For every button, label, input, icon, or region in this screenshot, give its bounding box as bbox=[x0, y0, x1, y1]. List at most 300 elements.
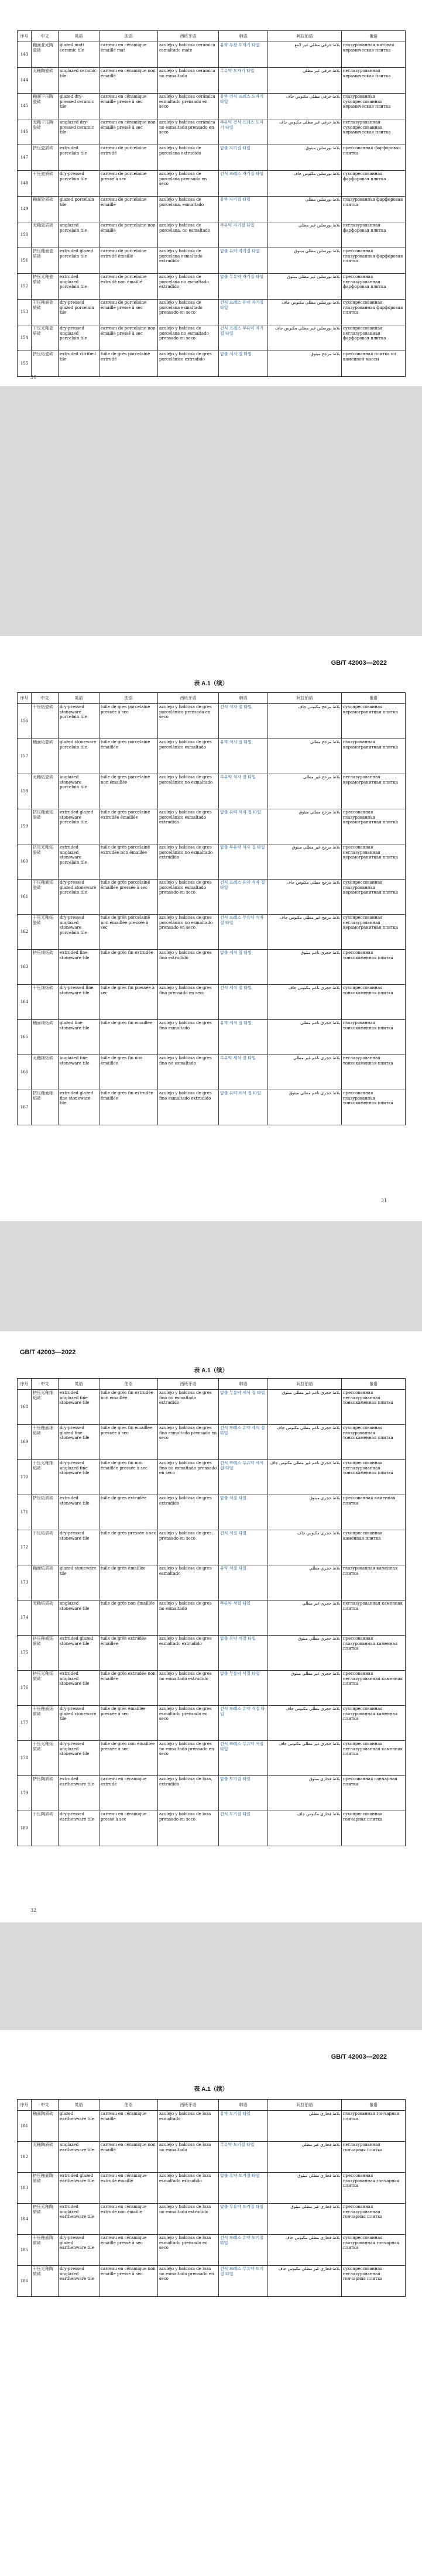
cell-russian: прессованная неглазурованная тонкокаменная плитка bbox=[342, 1390, 406, 1425]
cell-korean: 유약 세석 질 타일 bbox=[219, 1020, 268, 1055]
cell-korean: 건식 세석 질 타일 bbox=[219, 985, 268, 1020]
table-row bbox=[18, 94, 406, 119]
cell-seq: 152 bbox=[18, 274, 32, 300]
table-row bbox=[18, 985, 406, 1020]
cell-arabic: بلاط مزجج مطلي مكبوس جاف bbox=[268, 880, 342, 915]
cell-spanish: azulejo y baldosa de gres extrudido bbox=[158, 1495, 219, 1530]
cell-seq: 148 bbox=[18, 171, 32, 197]
table-row bbox=[18, 1636, 406, 1671]
header-korean: 韩语 bbox=[219, 2100, 268, 2111]
cell-arabic: بلاط بورسلين مبثوق bbox=[268, 145, 342, 171]
cell-chinese: 干压无釉炻瓷砖 bbox=[32, 915, 59, 950]
cell-seq: 159 bbox=[18, 809, 32, 844]
cell-arabic: بلاط مزجج مكبوس جاف bbox=[268, 704, 342, 739]
cell-english: extruded glazed fine stoneware tile bbox=[59, 1090, 100, 1125]
header-russian: 俄语 bbox=[342, 31, 406, 42]
cell-french: tuile de grès porcelainé émaillée bbox=[100, 739, 158, 774]
cell-french: carreau de porcelaine extrudé bbox=[100, 145, 158, 171]
cell-chinese: 釉面陶质砖 bbox=[32, 2111, 59, 2142]
cell-chinese: 挤压炻瓷砖 bbox=[32, 351, 59, 377]
cell-arabic: بلاط خزفي غير مطلي bbox=[268, 68, 342, 94]
cell-arabic: بلاط مزجج غير مطلي bbox=[268, 774, 342, 809]
cell-english: dry-pressed unglazed porcelain tile bbox=[59, 325, 100, 351]
header-english: 英语 bbox=[59, 2100, 100, 2111]
cell-seq: 184 bbox=[18, 2204, 32, 2235]
cell-seq: 155 bbox=[18, 351, 32, 377]
cell-korean: 건식 프레스 자기질 타일 bbox=[219, 171, 268, 197]
cell-chinese: 干压无釉陶质砖 bbox=[32, 2266, 59, 2297]
cell-korean: 유약 석질 타일 bbox=[219, 1565, 268, 1600]
cell-korean: 건식 석질 타일 bbox=[219, 1530, 268, 1565]
cell-arabic: بلاط فخاري مبثوق bbox=[268, 1776, 342, 1811]
cell-arabic: بلاط حجري مطلي bbox=[268, 1565, 342, 1600]
header-french: 法语 bbox=[100, 1379, 158, 1390]
cell-french: tuile de grès émaillée bbox=[100, 1565, 158, 1600]
table-row bbox=[18, 1776, 406, 1811]
cell-seq: 149 bbox=[18, 197, 32, 222]
cell-russian: сухопрессованная глазурованная керамогранитная плитка bbox=[342, 880, 406, 915]
cell-english: dry-pressed stoneware tile bbox=[59, 1530, 100, 1565]
cell-seq: 157 bbox=[18, 739, 32, 774]
cell-french: carreau en céramique émaillé bbox=[100, 2111, 158, 2142]
cell-french: carreau de porcelaine pressé à sec bbox=[100, 171, 158, 197]
cell-korean: 압출 무유약 석자 질 타일 bbox=[219, 844, 268, 880]
cell-chinese: 釉面瓷质砖 bbox=[32, 197, 59, 222]
cell-korean: 유약 무광 도자기 타일 bbox=[219, 42, 268, 68]
table-row bbox=[18, 950, 406, 985]
cell-spanish: azulejo y baldosa de loza, extrudido bbox=[158, 1776, 219, 1811]
header-seq: 序号 bbox=[18, 2100, 32, 2111]
header-spanish: 西班牙语 bbox=[158, 2100, 219, 2111]
cell-seq: 151 bbox=[18, 248, 32, 274]
table-title: 表 A.1（续） bbox=[194, 1368, 228, 1374]
cell-french: carreau en céramique extrudé bbox=[100, 1776, 158, 1811]
cell-korean: 무유약 세석 질 타일 bbox=[219, 1055, 268, 1090]
cell-french: tuile de grès émaillée pressée à sec bbox=[100, 1706, 158, 1741]
cell-russian: прессованная тонкокаменная плитка bbox=[342, 950, 406, 985]
cell-spanish: azulejo y baldosa de gres porcelánico no esmaltado bbox=[158, 774, 219, 809]
cell-seq: 176 bbox=[18, 1671, 32, 1706]
cell-arabic: بلاط حجري ناعم مطلي bbox=[268, 1020, 342, 1055]
page bbox=[0, 0, 422, 386]
cell-korean: 무유약 석자 질 타일 bbox=[219, 774, 268, 809]
cell-korean: 압출 석자 질 타일 bbox=[219, 351, 268, 377]
cell-chinese: 无釉干压陶瓷砖 bbox=[32, 119, 59, 145]
cell-spanish: azulejo y baldosa de gres no esmaltado bbox=[158, 1600, 219, 1636]
cell-french: carreau en céramique émaillé pressé à sec bbox=[100, 94, 158, 119]
cell-english: glazed earthenware tile bbox=[59, 2111, 100, 2142]
cell-russian: прессованная глазурованная керамогранитная плитка bbox=[342, 809, 406, 844]
cell-seq: 169 bbox=[18, 1425, 32, 1460]
cell-russian: прессованная неглазурованная керамогранитная плитка bbox=[342, 844, 406, 880]
cell-spanish: azulejo y baldosa de porcelana esmaltado extrudido bbox=[158, 248, 219, 274]
cell-russian: глазурованная керамогранитная плитка bbox=[342, 739, 406, 774]
table-row bbox=[18, 197, 406, 222]
cell-russian: сухопрессованная глазурованная фарфоровая плитка bbox=[342, 300, 406, 325]
cell-french: carreau en céramique extrudé émaillé bbox=[100, 2173, 158, 2204]
cell-russian: сухопрессованная керамогранитная плитка bbox=[342, 704, 406, 739]
standard-code: GB/T 42003—2022 bbox=[331, 2053, 387, 2060]
cell-seq: 150 bbox=[18, 222, 32, 248]
cell-russian: сухопрессованная гончарная плитка bbox=[342, 1811, 406, 1846]
cell-seq: 172 bbox=[18, 1530, 32, 1565]
standard-code: GB/T 42003—2022 bbox=[20, 1349, 76, 1356]
cell-spanish: azulejo y baldosa de gres esmaltado extrudido bbox=[158, 1636, 219, 1671]
cell-arabic: بلاط فخاري مطلي مكبوس جاف bbox=[268, 2235, 342, 2266]
table-row bbox=[18, 119, 406, 145]
cell-english: extruded unglazed earthenware tile bbox=[59, 2204, 100, 2235]
cell-english: extruded vitrified tile bbox=[59, 351, 100, 377]
cell-english: extruded unglazed porcelain tile bbox=[59, 274, 100, 300]
cell-english: dry-pressed stoneware porcelain tile bbox=[59, 704, 100, 739]
header-chinese: 中文 bbox=[32, 31, 59, 42]
cell-french: tuile de grès fin extrudée non émaillée bbox=[100, 1390, 158, 1425]
cell-russian: неглазурованная керамическая плитка bbox=[342, 68, 406, 94]
cell-english: glazed stoneware porcelain tile bbox=[59, 739, 100, 774]
cell-french: tuile de grès extrudée non émaillée bbox=[100, 1671, 158, 1706]
cell-seq: 146 bbox=[18, 119, 32, 145]
cell-chinese: 挤压釉面细炻砖 bbox=[32, 1090, 59, 1125]
cell-russian: прессованная глазурованная каменная плитка bbox=[342, 1636, 406, 1671]
cell-spanish: azulejo y baldosa de porcelana prensado en seco bbox=[158, 171, 219, 197]
table-row bbox=[18, 1390, 406, 1425]
cell-french: tuile de grès porcelainé extrudé bbox=[100, 351, 158, 377]
cell-korean: 건식 도기질 타일 bbox=[219, 1811, 268, 1846]
cell-seq: 165 bbox=[18, 1020, 32, 1055]
cell-french: tuile de grès non émaillée pressée à sec bbox=[100, 1741, 158, 1776]
header-seq: 序号 bbox=[18, 1379, 32, 1390]
cell-seq: 182 bbox=[18, 2142, 32, 2173]
cell-french: tuile de grès fin non émaillée bbox=[100, 1055, 158, 1090]
cell-french: tuile de grès fin extrudée bbox=[100, 950, 158, 985]
cell-chinese: 无釉炻瓷砖 bbox=[32, 774, 59, 809]
header-seq: 序号 bbox=[18, 693, 32, 704]
cell-arabic: بلاط حجري مطلي مبثوق bbox=[268, 1636, 342, 1671]
cell-english: dry-pressed earthenware tile bbox=[59, 1811, 100, 1846]
cell-chinese: 无釉陶瓷砖 bbox=[32, 68, 59, 94]
cell-korean: 유약 도기질 타일 bbox=[219, 2111, 268, 2142]
table-row bbox=[18, 1565, 406, 1600]
cell-french: carreau de porcelaine émaillé pressé à sec bbox=[100, 300, 158, 325]
cell-spanish: azulejo y baldosa de porcelana extrudido bbox=[158, 145, 219, 171]
cell-chinese: 无釉炻质砖 bbox=[32, 1600, 59, 1636]
cell-korean: 건식 프레스 유약 석질 타일 bbox=[219, 1706, 268, 1741]
cell-korean: 무유약 도자기 타일 bbox=[219, 68, 268, 94]
table-body bbox=[18, 2111, 406, 2297]
table-title: 表 A.1（续） bbox=[194, 2086, 228, 2093]
header-russian: 俄语 bbox=[342, 2100, 406, 2111]
cell-arabic: بلاط بورسلين غير مطلي مبثوق bbox=[268, 274, 342, 300]
cell-spanish: azulejo y baldosa de gres porcelánico esmaltado extrudido bbox=[158, 809, 219, 844]
cell-russian: сухопрессованная неглазурованная гончарная плитка bbox=[342, 2266, 406, 2297]
cell-arabic: بلاط بورسلين غير مطلي bbox=[268, 222, 342, 248]
cell-spanish: azulejo y baldosa de gres fino no esmaltado extrudido bbox=[158, 1390, 219, 1425]
cell-korean: 건식 프레스 유약 세석 질 타일 bbox=[219, 1425, 268, 1460]
cell-chinese: 干压炻瓷砖 bbox=[32, 704, 59, 739]
page bbox=[0, 2030, 422, 2576]
table-row bbox=[18, 739, 406, 774]
cell-arabic: بلاط خزفي مطلي مكبوس جاف bbox=[268, 94, 342, 119]
cell-arabic: بلاط خزفي مطلي غير لامع bbox=[268, 42, 342, 68]
cell-seq: 181 bbox=[18, 2111, 32, 2142]
cell-russian: прессованная фарфоровая плитка bbox=[342, 145, 406, 171]
cell-french: tuile de grès fin émaillée pressée à sec bbox=[100, 1425, 158, 1460]
cell-russian: глазурованная сухопрессованная керамическая плитка bbox=[342, 94, 406, 119]
cell-english: extruded glazed stoneware porcelain tile bbox=[59, 809, 100, 844]
cell-korean: 압출 유약 석질 타일 bbox=[219, 1636, 268, 1671]
cell-russian: сухопрессованная тонкокаменная плитка bbox=[342, 985, 406, 1020]
cell-english: glazed dry-pressed ceramic tile bbox=[59, 94, 100, 119]
cell-spanish: azulejo y baldosa de loza esmaltado bbox=[158, 2111, 219, 2142]
header-french: 法语 bbox=[100, 2100, 158, 2111]
cell-russian: неглазурованная каменная плитка bbox=[342, 1600, 406, 1636]
cell-seq: 154 bbox=[18, 325, 32, 351]
cell-spanish: azulejo y baldosa de loza no esmaltado prensado en seco bbox=[158, 2266, 219, 2297]
cell-korean: 무유약 자기질 타일 bbox=[219, 222, 268, 248]
cell-english: extruded glazed earthenware tile bbox=[59, 2173, 100, 2204]
cell-russian: неглазурованная сухопрессованная керамическая плитка bbox=[342, 119, 406, 145]
cell-french: tuile de grès extrudée émaillée bbox=[100, 1636, 158, 1671]
cell-arabic: بلاط حجري ناعم مطلي مكبوس جاف bbox=[268, 1425, 342, 1460]
cell-english: unglazed porcelain tile bbox=[59, 222, 100, 248]
header-korean: 韩语 bbox=[219, 31, 268, 42]
table-row bbox=[18, 1495, 406, 1530]
cell-seq: 177 bbox=[18, 1706, 32, 1741]
cell-chinese: 挤压无釉炻质砖 bbox=[32, 1671, 59, 1706]
cell-french: carreau de porcelaine non émaillé pressé à sec bbox=[100, 325, 158, 351]
cell-korean: 건식 프레스 유약 도기질 타일 bbox=[219, 2235, 268, 2266]
page bbox=[0, 636, 422, 1221]
cell-spanish: azulejo y baldosa de loza prensado en seco bbox=[158, 1811, 219, 1846]
cell-french: tuile de grès porcelainé extrudée non émaillée bbox=[100, 844, 158, 880]
table-row bbox=[18, 2204, 406, 2235]
cell-arabic: بلاط بورسلين مطلي مبثوق bbox=[268, 248, 342, 274]
cell-seq: 164 bbox=[18, 985, 32, 1020]
cell-korean: 압출 유약 세석 질 타일 bbox=[219, 1090, 268, 1125]
cell-french: carreau de porcelaine non émaillé bbox=[100, 222, 158, 248]
cell-english: unglazed earthenware tile bbox=[59, 2142, 100, 2173]
cell-chinese: 干压陶质砖 bbox=[32, 1811, 59, 1846]
cell-seq: 145 bbox=[18, 94, 32, 119]
header-russian: 俄语 bbox=[342, 693, 406, 704]
cell-korean: 유약 자기질 타일 bbox=[219, 197, 268, 222]
cell-chinese: 挤压釉面陶质砖 bbox=[32, 2173, 59, 2204]
table-row bbox=[18, 325, 406, 351]
cell-seq: 170 bbox=[18, 1460, 32, 1495]
cell-arabic: بلاط حجري ناعم مطلي مبثوق bbox=[268, 1090, 342, 1125]
cell-seq: 168 bbox=[18, 1390, 32, 1425]
table-row bbox=[18, 1425, 406, 1460]
table-row bbox=[18, 248, 406, 274]
header-english: 英语 bbox=[59, 1379, 100, 1390]
cell-spanish: azulejo y baldosa de porcelana, esmaltado bbox=[158, 197, 219, 222]
table-row bbox=[18, 809, 406, 844]
header-chinese: 中文 bbox=[32, 2100, 59, 2111]
cell-russian: глазурованная тонкокаменная плитка bbox=[342, 1020, 406, 1055]
cell-korean: 압출 무유약 석질 타일 bbox=[219, 1671, 268, 1706]
cell-russian: прессованная неглазурованная гончарная плитка bbox=[342, 2204, 406, 2235]
cell-spanish: azulejo y baldosa de gres porcelánico no esmaltado extrudido bbox=[158, 844, 219, 880]
table-row bbox=[18, 1460, 406, 1495]
cell-spanish: azulejo y baldosa de porcelana no esmaltado prensado en seco bbox=[158, 325, 219, 351]
cell-arabic: بلاط حجري ناعم غير مطلي bbox=[268, 1055, 342, 1090]
cell-spanish: azulejo y baldosa de loza esmaltado prensado en seco bbox=[158, 2235, 219, 2266]
cell-spanish: azulejo y baldosa de gres porcelánico prensado en seco bbox=[158, 704, 219, 739]
cell-spanish: azulejo y baldosa de gres fino esmaltado bbox=[158, 1020, 219, 1055]
terms-table bbox=[17, 2099, 406, 2297]
table-row bbox=[18, 2142, 406, 2173]
cell-french: carreau en céramique extrudé non émaillé bbox=[100, 2204, 158, 2235]
cell-arabic: بلاط حجري غير مطلي مكبوس جاف bbox=[268, 1741, 342, 1776]
cell-english: dry-pressed porcelain tile bbox=[59, 171, 100, 197]
cell-french: carreau de porcelaine extrudé émaillé bbox=[100, 248, 158, 274]
cell-korean: 건식 프레스 무유약 세석 질 타일 bbox=[219, 1460, 268, 1495]
cell-chinese: 干压无釉细炻砖 bbox=[32, 1460, 59, 1495]
table-row bbox=[18, 300, 406, 325]
cell-chinese: 干压炻质砖 bbox=[32, 1530, 59, 1565]
cell-seq: 180 bbox=[18, 1811, 32, 1846]
terms-table bbox=[17, 692, 406, 1125]
cell-seq: 167 bbox=[18, 1090, 32, 1125]
cell-arabic: بلاط فخاري مكبوس جاف bbox=[268, 1811, 342, 1846]
table-row bbox=[18, 1706, 406, 1741]
header-russian: 俄语 bbox=[342, 1379, 406, 1390]
header-french: 法语 bbox=[100, 31, 158, 42]
cell-korean: 압출 무유약 자기질 타일 bbox=[219, 274, 268, 300]
cell-english: glazed stoneware tile bbox=[59, 1565, 100, 1600]
cell-french: tuile de grès fin non émaillée pressée à sec bbox=[100, 1460, 158, 1495]
table-body bbox=[18, 1390, 406, 1846]
cell-seq: 158 bbox=[18, 774, 32, 809]
table-row bbox=[18, 171, 406, 197]
cell-english: dry-pressed fine stoneware tile bbox=[59, 985, 100, 1020]
cell-french: tuile de grès porcelainé non émaillée bbox=[100, 774, 158, 809]
cell-chinese: 挤压炻质砖 bbox=[32, 1495, 59, 1530]
table-row bbox=[18, 42, 406, 68]
cell-chinese: 挤压陶质砖 bbox=[32, 1776, 59, 1811]
cell-russian: прессованная глазурованная тонкокаменная плитка bbox=[342, 1090, 406, 1125]
cell-chinese: 挤压釉面炻质砖 bbox=[32, 1636, 59, 1671]
table-row bbox=[18, 2173, 406, 2204]
table-row bbox=[18, 1811, 406, 1846]
cell-seq: 179 bbox=[18, 1776, 32, 1811]
cell-chinese: 挤压细炻砖 bbox=[32, 950, 59, 985]
cell-spanish: azulejo y baldosa cerámica no esmaltado bbox=[158, 68, 219, 94]
page-number: 32 bbox=[30, 1908, 37, 1913]
table-row bbox=[18, 274, 406, 300]
cell-chinese: 挤压无釉炻瓷砖 bbox=[32, 844, 59, 880]
cell-spanish: azulejo y baldosa de gres fino prensado en seco bbox=[158, 985, 219, 1020]
cell-russian: прессованная гончарная плитка bbox=[342, 1776, 406, 1811]
cell-arabic: بلاط حجري غير مطلي bbox=[268, 1600, 342, 1636]
cell-russian: неглазурованная гончарная плитка bbox=[342, 2142, 406, 2173]
header-chinese: 中文 bbox=[32, 1379, 59, 1390]
cell-english: extruded earthenware tile bbox=[59, 1776, 100, 1811]
cell-chinese: 干压无釉炻质砖 bbox=[32, 1741, 59, 1776]
cell-russian: неглазурованная тонкокаменная плитка bbox=[342, 1055, 406, 1090]
header-korean: 韩语 bbox=[219, 693, 268, 704]
cell-arabic: بلاط مزجج غير مطلي مكبوس جاف bbox=[268, 915, 342, 950]
cell-spanish: azulejo y baldosa de porcelana, no esmaltado bbox=[158, 222, 219, 248]
table-row bbox=[18, 2266, 406, 2297]
cell-english: extruded unglazed stoneware porcelain tile bbox=[59, 844, 100, 880]
cell-arabic: بلاط مزجج غير مطلي مبثوق bbox=[268, 844, 342, 880]
cell-chinese: 干压釉面陶质砖 bbox=[32, 2235, 59, 2266]
cell-french: tuile de grès extrudée bbox=[100, 1495, 158, 1530]
cell-english: dry-pressed glazed fine stoneware tile bbox=[59, 1425, 100, 1460]
cell-english: dry-pressed unglazed stoneware tile bbox=[59, 1741, 100, 1776]
cell-arabic: بلاط فخاري غير مطلي مكبوس جاف bbox=[268, 2266, 342, 2297]
table-row bbox=[18, 351, 406, 377]
cell-french: carreau de porcelaine extrudé non émaillé bbox=[100, 274, 158, 300]
cell-spanish: azulejo y baldosa de gres no esmaltado prensado en seco bbox=[158, 1741, 219, 1776]
cell-arabic: بلاط بورسلين مطلي مكبوس جاف bbox=[268, 300, 342, 325]
cell-arabic: بلاط مزجج مطلي مبثوق bbox=[268, 809, 342, 844]
cell-chinese: 无釉瓷质砖 bbox=[32, 222, 59, 248]
cell-russian: глазурованная фарфоровая плитка bbox=[342, 197, 406, 222]
cell-english: dry-pressed unglazed fine stoneware tile bbox=[59, 1460, 100, 1495]
cell-english: dry-pressed glazed porcelain tile bbox=[59, 300, 100, 325]
cell-russian: прессованная каменная плитка bbox=[342, 1495, 406, 1530]
table-row bbox=[18, 2235, 406, 2266]
cell-korean: 건식 프레스 유약 자기질 타일 bbox=[219, 300, 268, 325]
cell-russian: глазурованная каменная плитка bbox=[342, 1565, 406, 1600]
table-row bbox=[18, 1600, 406, 1636]
cell-arabic: بلاط حجري ناعم غير مطلي مبثوق bbox=[268, 1390, 342, 1425]
cell-russian: сухопрессованная каменная плитка bbox=[342, 1530, 406, 1565]
cell-english: extruded fine stoneware tile bbox=[59, 950, 100, 985]
page bbox=[0, 1331, 422, 1922]
cell-seq: 163 bbox=[18, 950, 32, 985]
cell-chinese: 干压瓷质砖 bbox=[32, 171, 59, 197]
cell-seq: 171 bbox=[18, 1495, 32, 1530]
header-arabic: 阿拉伯语 bbox=[268, 31, 342, 42]
table-row bbox=[18, 844, 406, 880]
cell-korean: 압출 무유약 도기질 타일 bbox=[219, 2204, 268, 2235]
cell-korean: 건식 석자 질 타일 bbox=[219, 704, 268, 739]
header-seq: 序号 bbox=[18, 31, 32, 42]
cell-english: dry-pressed glazed stoneware tile bbox=[59, 1706, 100, 1741]
cell-chinese: 挤压釉面瓷质砖 bbox=[32, 248, 59, 274]
cell-korean: 압출 유약 석자 질 타일 bbox=[219, 809, 268, 844]
cell-russian: сухопрессованная глазурованная каменная плитка bbox=[342, 1706, 406, 1741]
table-row bbox=[18, 1671, 406, 1706]
cell-spanish: azulejo y baldosa de loza esmaltado extrudido bbox=[158, 2173, 219, 2204]
cell-arabic: بلاط مزجج مبثوق bbox=[268, 351, 342, 377]
header-korean: 韩语 bbox=[219, 1379, 268, 1390]
cell-english: glazed fine stoneware tile bbox=[59, 1020, 100, 1055]
cell-spanish: azulejo y baldosa de gres fino extrudido bbox=[158, 950, 219, 985]
cell-arabic: بلاط حجري ناعم مكبوس جاف bbox=[268, 985, 342, 1020]
cell-seq: 185 bbox=[18, 2235, 32, 2266]
cell-arabic: بلاط بورسلين غير مطلي مكبوس جاف bbox=[268, 325, 342, 351]
cell-french: tuile de grès pressée à sec bbox=[100, 1530, 158, 1565]
cell-russian: сухопрессованная фарфоровая плитка bbox=[342, 171, 406, 197]
table-row bbox=[18, 1530, 406, 1565]
header-arabic: 阿拉伯语 bbox=[268, 693, 342, 704]
cell-arabic: بلاط فخاري مطلي bbox=[268, 2111, 342, 2142]
cell-french: carreau en céramique pressé à sec bbox=[100, 1811, 158, 1846]
cell-french: carreau en céramique émaillé pressé à sec bbox=[100, 2235, 158, 2266]
cell-chinese: 无釉陶质砖 bbox=[32, 2142, 59, 2173]
cell-seq: 166 bbox=[18, 1055, 32, 1090]
cell-french: carreau en céramique émaillé mat bbox=[100, 42, 158, 68]
cell-arabic: بلاط حجري مبثوق bbox=[268, 1495, 342, 1530]
header-chinese: 中文 bbox=[32, 693, 59, 704]
cell-spanish: azulejo y baldosa de gres porcelánico esmaltado prensado en seco bbox=[158, 880, 219, 915]
cell-korean: 압출 도기질 타일 bbox=[219, 1776, 268, 1811]
table-row bbox=[18, 145, 406, 171]
